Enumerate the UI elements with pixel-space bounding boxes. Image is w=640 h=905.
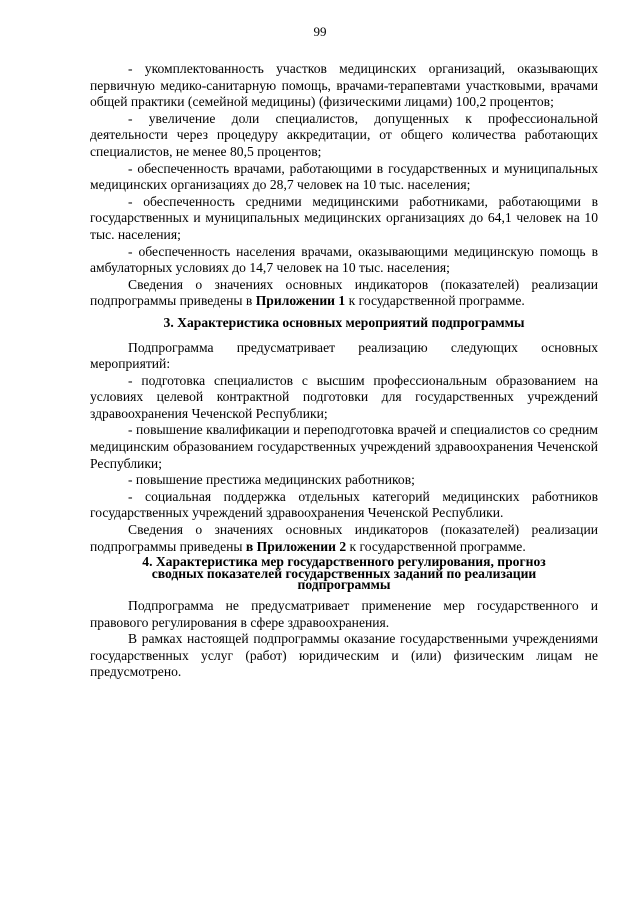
- indicator-item: - обеспеченность средними медицинскими работниками, работающими в государственных и муниципальных медицинских организациях до 64,1 человек на 10 тыс. населения;: [90, 193, 598, 242]
- indicator-item: - увеличение доли специалистов, допущенных к профессиональной деятельности через процедуру аккредитации, от общего количества работающих специалистов, не менее 80,5 процентов;: [90, 110, 598, 159]
- heading-line: подпрограммы: [297, 576, 391, 592]
- section-3-intro: Подпрограмма предусматривает реализацию следующих основных мероприятий:: [90, 339, 598, 372]
- appendix-reference: в Приложении 2: [245, 538, 347, 554]
- indicator-item: - обеспеченность врачами, работающими в государственных и муниципальных медицинских организациях до 28,7 человек на 10 тыс. населения;: [90, 160, 598, 193]
- heading-line: 4. Характеристика мер государственного регулирования, прогноз: [142, 554, 546, 570]
- measure-item: - повышение престижа медицинских работников;: [128, 472, 415, 488]
- measure-item: - подготовка специалистов с высшим профессиональным образованием на условиях целевой контрактной подготовки для государственных учреждений здравоохранения Чеченской Республики;: [90, 372, 598, 421]
- reference-text: Сведения о значениях основных индикаторов (показателей) реализации подпрограммы приведены в: [90, 276, 598, 309]
- document-body: [90, 61, 598, 681]
- indicators-reference: [90, 522, 598, 555]
- page-number: 99: [313, 24, 327, 39]
- section-4-paragraph: Подпрограмма не предусматривает применение мер государственного и правового регулирования в сфере здравоохранения.: [90, 598, 598, 630]
- indicator-item: - укомплектованность участков медицинских организаций, оказывающих первичную медико-санитарную помощь, врачами-терапевтами участковыми, врачами общей практики (семейной медицины) (физическими лицами) 100,2 процентов;: [90, 61, 598, 110]
- appendix-reference: Приложении 1: [255, 293, 346, 309]
- section-3-heading: 3. Характеристика основных мероприятий подпрограммы: [163, 314, 525, 330]
- indicators-reference: [90, 277, 598, 310]
- reference-text: Сведения о значениях основных индикаторов (показателей) реализации подпрограммы приведены: [90, 522, 598, 554]
- measure-item: - повышение квалификации и переподготовка врачей и специалистов со средним медицинским образованием государственных учреждений здравоохранения Чеченской Республики;: [90, 422, 598, 471]
- measure-item: - социальная поддержка отдельных категорий медицинских работников государственных учреждений здравоохранения Чеченской Республики.: [90, 488, 598, 521]
- indicator-item: - обеспеченность населения врачами, оказывающими медицинскую помощь в амбулаторных условиях до 14,7 человек на 10 тыс. населения;: [90, 243, 598, 276]
- section-4-heading: [90, 556, 598, 590]
- heading-line: сводных показателей государственных заданий по реализации: [151, 565, 537, 581]
- reference-text: к государственной программе.: [349, 538, 526, 554]
- section-4-paragraph: В рамках настоящей подпрограммы оказание государственными учреждениями государственных услуг (работ) юридическим и (или) физическим лицам не предусмотрено.: [90, 631, 598, 680]
- reference-text: к государственной программе.: [348, 293, 525, 309]
